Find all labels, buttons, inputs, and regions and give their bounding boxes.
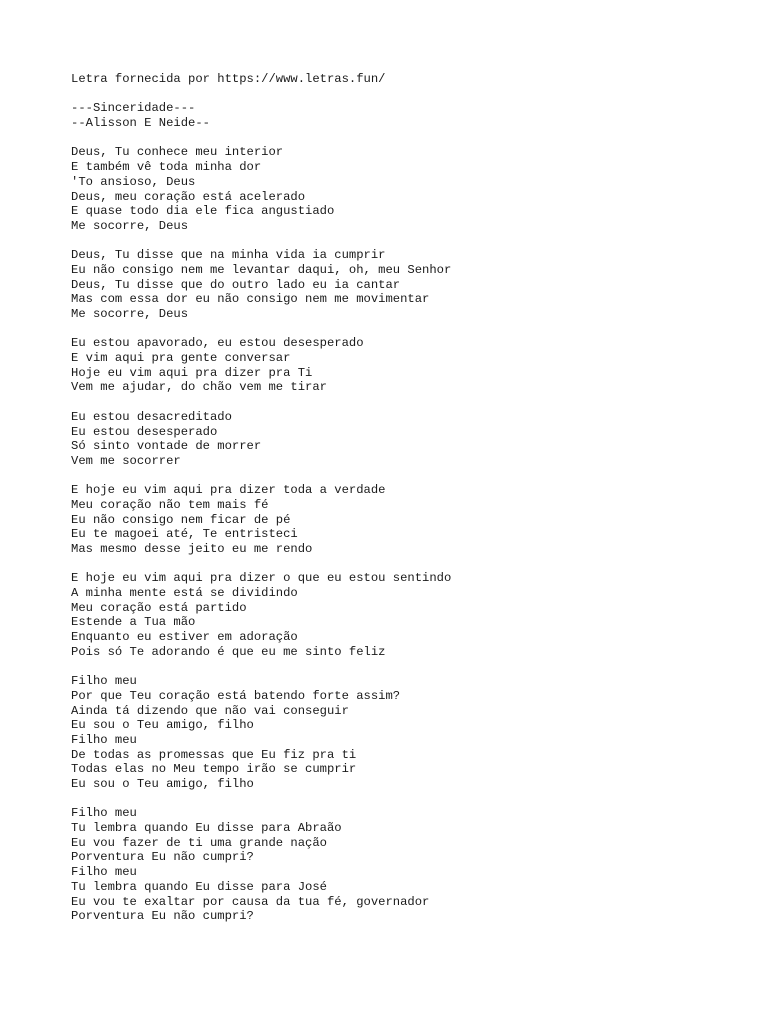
lyric-line: Filho meu <box>71 674 137 689</box>
lyric-line: De todas as promessas que Eu fiz pra ti <box>71 747 357 762</box>
lyric-line: Filho meu <box>71 865 137 880</box>
lyric-line: Eu estou apavorado, eu estou desesperado <box>71 336 364 351</box>
lyric-line: Tu lembra quando Eu disse para José <box>71 879 327 894</box>
lyric-line: Eu estou desacreditado <box>71 409 232 424</box>
song-header <box>71 101 751 130</box>
lyric-line: Por que Teu coração está batendo forte assim? <box>71 688 401 703</box>
stanza <box>71 410 751 469</box>
lyric-line: Porventura Eu não cumpri? <box>71 850 254 865</box>
lyric-line: Eu sou o Teu amigo, filho <box>71 777 254 791</box>
lyric-line: E vim aqui pra gente conversar <box>71 351 291 366</box>
lyric-line: Deus, Tu conhece meu interior <box>71 145 284 160</box>
lyric-line: Estende a Tua mão <box>71 615 196 630</box>
lyric-line: Pois só Te adorando é que eu me sinto feliz <box>71 644 386 659</box>
song-artist: --Alisson E Neide-- <box>71 116 210 131</box>
stanza <box>71 571 751 659</box>
lyric-line: Me socorre, Deus <box>71 218 189 233</box>
lyric-line: Só sinto vontade de morrer <box>71 439 262 454</box>
lyric-line: Deus, Tu disse que na minha vida ia cumprir <box>71 248 386 263</box>
lyric-line: Eu não consigo nem ficar de pé <box>71 512 291 527</box>
lyric-line: 'To ansioso, Deus <box>71 174 196 189</box>
stanza <box>71 248 751 321</box>
stanza <box>71 806 751 924</box>
lyric-line: Meu coração não tem mais fé <box>71 497 269 512</box>
lyric-line: E hoje eu vim aqui pra dizer toda a verdade <box>71 483 386 498</box>
lyric-line: Ainda tá dizendo que não vai conseguir <box>71 703 349 718</box>
lyric-line: Porventura Eu não cumpri? <box>71 909 254 924</box>
lyric-line: A minha mente está se dividindo <box>71 586 298 601</box>
lyric-line: E também vê toda minha dor <box>71 160 262 175</box>
lyric-line: Meu coração está partido <box>71 600 247 615</box>
lyric-line: Vem me ajudar, do chão vem me tirar <box>71 380 327 395</box>
lyric-line: Mas com essa dor eu não consigo nem me movimentar <box>71 292 430 307</box>
source-line: Letra fornecida por https://www.letras.fun/ <box>71 72 386 86</box>
lyrics-body <box>71 145 751 923</box>
lyric-line: Hoje eu vim aqui pra dizer pra Ti <box>71 365 313 380</box>
lyric-line: Mas mesmo desse jeito eu me rendo <box>71 542 313 556</box>
lyric-line: Eu vou te exaltar por causa da tua fé, governador <box>71 894 430 909</box>
lyric-line: Vem me socorrer <box>71 453 181 468</box>
lyric-line: Filho meu <box>71 806 137 821</box>
lyric-line: Enquanto eu estiver em adoração <box>71 630 298 645</box>
lyric-line: E hoje eu vim aqui pra dizer o que eu estou sentindo <box>71 571 452 586</box>
song-title: ---Sinceridade--- <box>71 101 196 116</box>
lyric-line: Eu estou desesperado <box>71 424 218 439</box>
lyric-line: Filho meu <box>71 732 137 747</box>
lyric-line: Todas elas no Meu tempo irão se cumprir <box>71 762 357 777</box>
stanza <box>71 674 751 792</box>
lyric-line: E quase todo dia ele fica angustiado <box>71 204 335 219</box>
lyric-line: Eu sou o Teu amigo, filho <box>71 718 254 733</box>
lyrics-page <box>71 72 751 939</box>
stanza <box>71 336 751 395</box>
lyric-line: Eu não consigo nem me levantar daqui, oh, meu Senhor <box>71 262 452 277</box>
lyric-line: Me socorre, Deus <box>71 307 189 321</box>
lyric-line: Eu vou fazer de ti uma grande nação <box>71 835 327 850</box>
lyric-line: Deus, Tu disse que do outro lado eu ia cantar <box>71 277 401 292</box>
source-block <box>71 72 751 87</box>
lyric-line: Deus, meu coração está acelerado <box>71 189 306 204</box>
lyric-line: Tu lembra quando Eu disse para Abraão <box>71 821 342 836</box>
stanza <box>71 145 751 233</box>
stanza <box>71 483 751 556</box>
lyric-line: Eu te magoei até, Te entristeci <box>71 527 298 542</box>
